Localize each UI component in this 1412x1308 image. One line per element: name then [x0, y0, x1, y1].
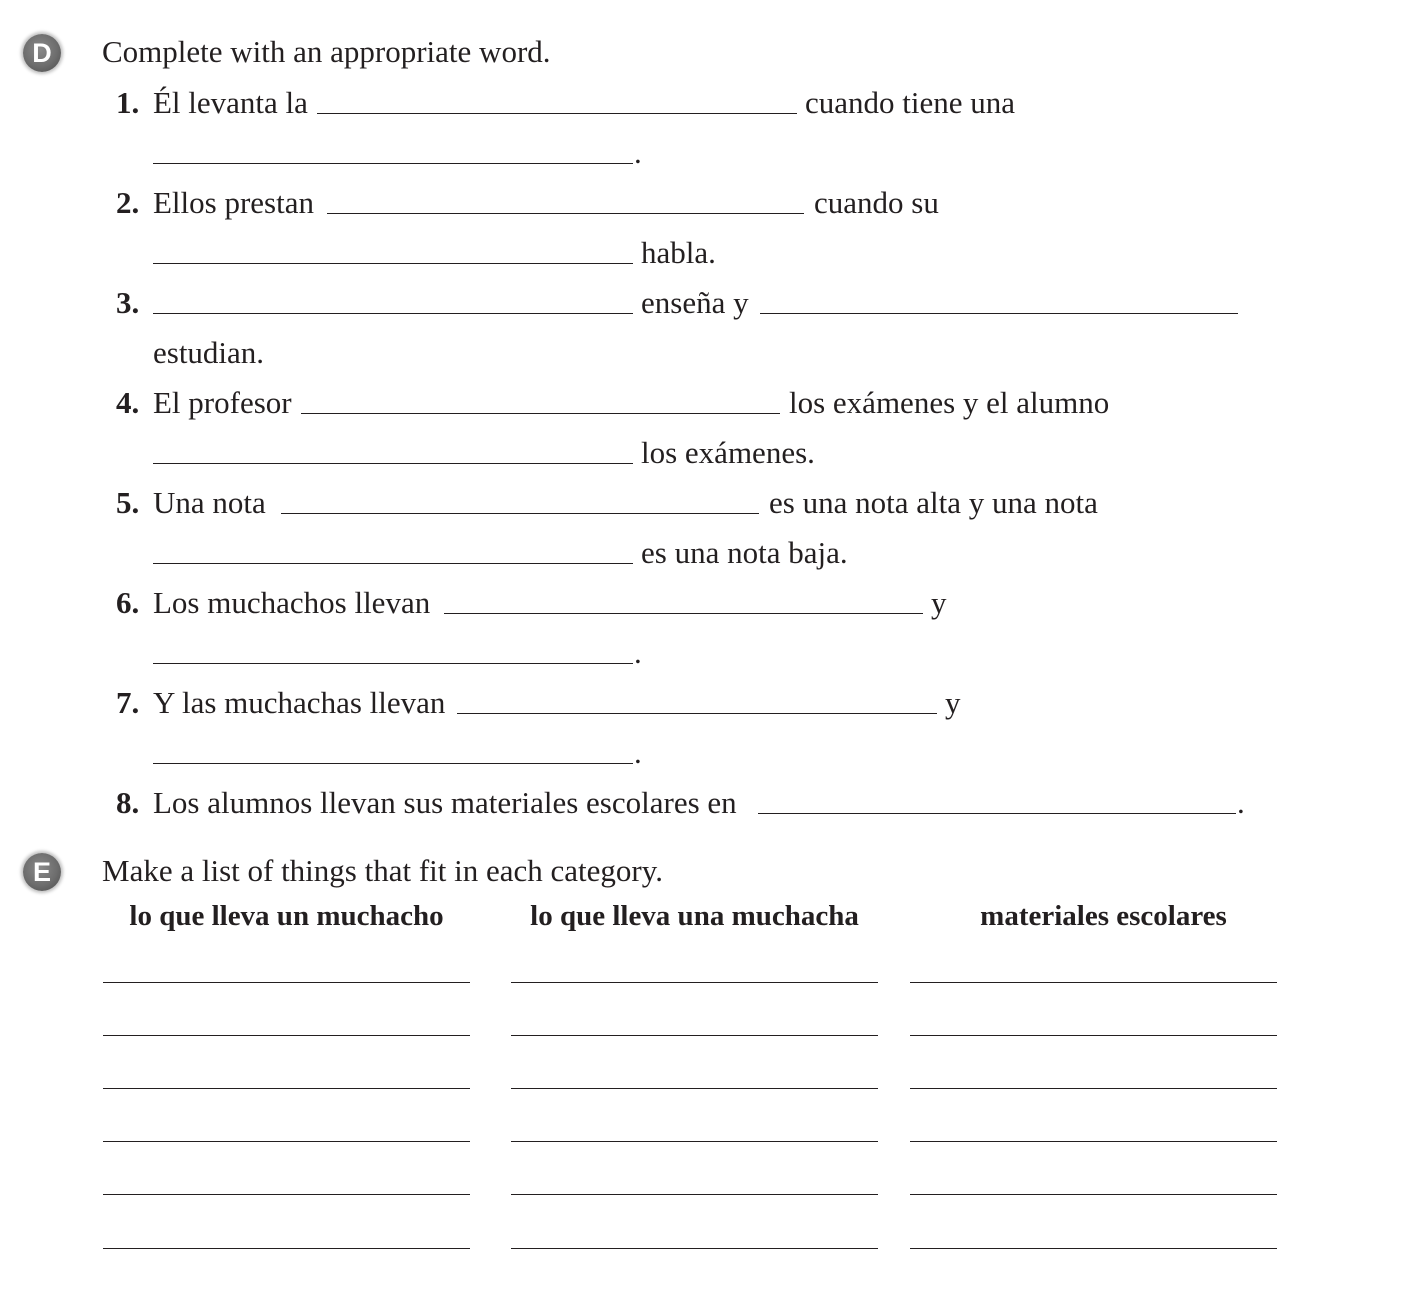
item-8-text-b: . [1237, 785, 1245, 820]
list-blank[interactable] [511, 982, 878, 983]
item-7-text-c: . [634, 735, 642, 770]
section-d-badge: D [23, 34, 61, 72]
item-8-text-a: Los alumnos llevan sus materiales escolares en [153, 785, 737, 820]
item-5-text-c: es una nota baja. [641, 535, 848, 570]
item-3-number: 3. [116, 285, 140, 320]
column-heading-boy: lo que lleva un muchacho [129, 900, 444, 932]
section-e-instruction: Make a list of things that fit in each category. [102, 853, 663, 888]
item-1-blank-b[interactable] [153, 163, 633, 164]
item-2-number: 2. [116, 185, 140, 220]
item-4-blank-a[interactable] [301, 413, 780, 414]
item-1-blank-a[interactable] [317, 113, 797, 114]
item-6-blank-b[interactable] [153, 663, 633, 664]
list-blank[interactable] [103, 982, 470, 983]
list-blank[interactable] [910, 1194, 1277, 1195]
item-5-number: 5. [116, 485, 140, 520]
item-3-blank-a[interactable] [153, 313, 633, 314]
item-5-text-b: es una nota alta y una nota [769, 485, 1098, 520]
list-blank[interactable] [103, 1141, 470, 1142]
list-blank[interactable] [511, 1035, 878, 1036]
item-1-number: 1. [116, 85, 140, 120]
item-6-blank-a[interactable] [444, 613, 923, 614]
item-2-text-a: Ellos prestan [153, 185, 314, 220]
list-blank[interactable] [103, 1035, 470, 1036]
column-heading-school-supplies: materiales escolares [980, 900, 1227, 932]
item-6-number: 6. [116, 585, 140, 620]
list-blank[interactable] [910, 1248, 1277, 1249]
item-3-blank-b[interactable] [760, 313, 1238, 314]
item-2-text-b: cuando su [814, 185, 939, 220]
item-6-text-c: . [634, 635, 642, 670]
item-2-text-c: habla. [641, 235, 716, 270]
item-7-text-b: y [945, 685, 961, 720]
list-blank[interactable] [103, 1194, 470, 1195]
item-4-text-a: El profesor [153, 385, 292, 420]
item-7-blank-a[interactable] [457, 713, 937, 714]
list-blank[interactable] [910, 1141, 1277, 1142]
item-3-text-b: estudian. [153, 335, 265, 370]
item-4-blank-b[interactable] [153, 463, 633, 464]
list-blank[interactable] [910, 982, 1277, 983]
item-1-text-a: Él levanta la [153, 85, 308, 120]
list-blank[interactable] [511, 1088, 878, 1089]
item-7-blank-b[interactable] [153, 763, 633, 764]
item-3-text-a: enseña y [641, 285, 749, 320]
item-8-number: 8. [116, 785, 140, 820]
section-e-badge: E [23, 853, 61, 891]
list-blank[interactable] [511, 1248, 878, 1249]
item-1-text-b: cuando tiene una [805, 85, 1016, 120]
item-7-number: 7. [116, 685, 140, 720]
item-4-number: 4. [116, 385, 140, 420]
item-1-text-c: . [634, 135, 642, 170]
item-6-text-a: Los muchachos llevan [153, 585, 431, 620]
list-blank[interactable] [511, 1194, 878, 1195]
item-5-text-a: Una nota [153, 485, 266, 520]
list-blank[interactable] [103, 1088, 470, 1089]
column-heading-girl: lo que lleva una muchacha [530, 900, 859, 932]
item-6-text-b: y [931, 585, 947, 620]
list-blank[interactable] [910, 1088, 1277, 1089]
list-blank[interactable] [103, 1248, 470, 1249]
list-blank[interactable] [511, 1141, 878, 1142]
list-blank[interactable] [910, 1035, 1277, 1036]
item-5-blank-a[interactable] [281, 513, 759, 514]
section-d-instruction: Complete with an appropriate word. [102, 34, 551, 69]
item-2-blank-b[interactable] [153, 263, 633, 264]
item-4-text-b: los exámenes y el alumno [789, 385, 1110, 420]
item-5-blank-b[interactable] [153, 563, 633, 564]
item-7-text-a: Y las muchachas llevan [153, 685, 446, 720]
item-8-blank-a[interactable] [758, 813, 1236, 814]
item-4-text-c: los exámenes. [641, 435, 815, 470]
item-2-blank-a[interactable] [327, 213, 804, 214]
